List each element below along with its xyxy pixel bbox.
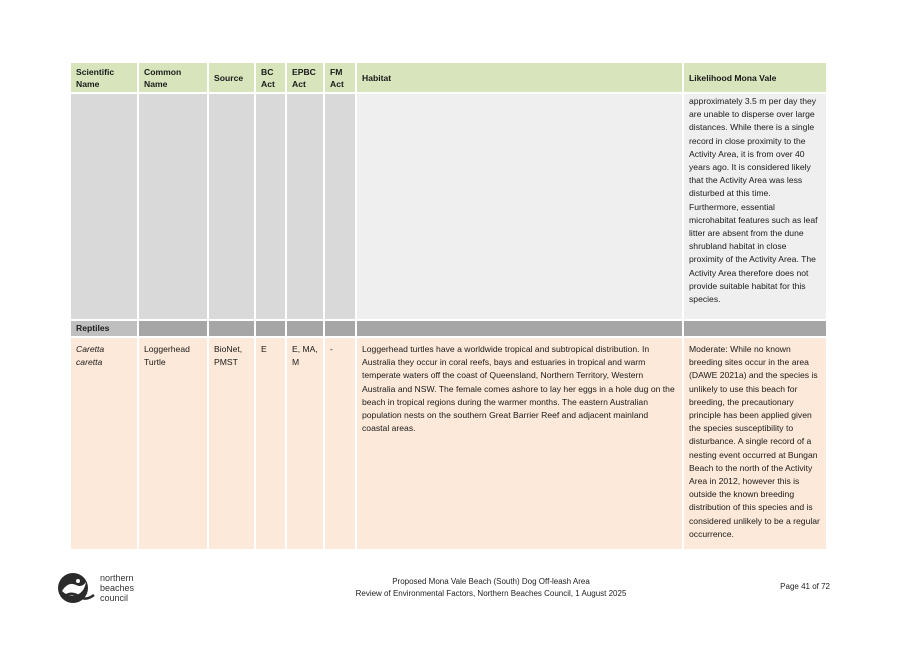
- table-cell: [209, 94, 256, 319]
- page-number: Page 41 of 72: [780, 582, 830, 591]
- source-cell: BioNet, PMST: [209, 338, 256, 549]
- header-epbc-act: EPBC Act: [287, 63, 325, 92]
- table-cell: [287, 94, 325, 319]
- header-likelihood: Likelihood Mona Vale: [684, 63, 826, 92]
- header-scientific-name: Scientific Name: [71, 63, 139, 92]
- likelihood-cell: Moderate: While no known breeding sites occur in the area (DAWE 2021a) and the species is unlikely to use this beach for breeding, the precautionary principle has been applied given the species susceptibility to disturbance. A single record of a nesting event occurred at Bungan Beach to the north of the Activity Area in 2012, however this is outside the known breeding distribution of this species and is considered unlikely to be a regular occurrence.: [684, 338, 826, 549]
- header-common-name: Common Name: [139, 63, 209, 92]
- epbc-act-cell: E, MA, M: [287, 338, 325, 549]
- council-logo-icon: [56, 571, 96, 607]
- table-header-row: [71, 63, 826, 92]
- common-name-cell: Loggerhead Turtle: [139, 338, 209, 549]
- footer-title: [330, 576, 652, 600]
- habitat-cell: Loggerhead turtles have a worldwide tropical and subtropical distribution. In Australia they occur in coral reefs, bays and estuaries in tropical and warm temperate waters off the coast of Queensland, Northern Territory, Western Australia and NSW. The female comes ashore to lay her eggs in a hole dug on the beach in tropical regions during the warmer months. The eastern Australian population nests on the southern Great Barrier Reef and adjacent mainland coastal areas.: [357, 338, 684, 549]
- species-table: [71, 63, 826, 549]
- footer-title-line1: Proposed Mona Vale Beach (South) Dog Off-leash Area: [392, 577, 590, 586]
- continued-likelihood-cell: approximately 3.5 m per day they are unable to disperse over large distances. While there is a single record in close proximity to the Activity Area, it is from over 40 years ago. It is considered likely that the Activity Area was less disturbed at this time. Furthermore, essential microhabitat features such as leaf litter are absent from the dune shrubland habitat in close proximity of the Activity Area. The Activity Area therefore does not provide suitable habitat for this species.: [684, 94, 826, 319]
- header-bc-act: BC Act: [256, 63, 287, 92]
- logo-wordmark: northern beaches council: [100, 573, 135, 603]
- table-cell: [139, 94, 209, 319]
- fm-act-cell: -: [325, 338, 357, 549]
- table-row: [71, 336, 826, 549]
- header-source: Source: [209, 63, 256, 92]
- section-row-reptiles: [71, 319, 826, 336]
- table-cell: [71, 94, 139, 319]
- table-cell: [325, 94, 357, 319]
- table-cell: [357, 94, 684, 319]
- table-cell: [256, 94, 287, 319]
- header-fm-act: FM Act: [325, 63, 357, 92]
- page-footer: [0, 570, 915, 610]
- section-label: Reptiles: [71, 321, 139, 336]
- scientific-name-cell: Caretta caretta: [71, 338, 139, 549]
- footer-title-line2: Review of Environmental Factors, Northern Beaches Council, 1 August 2025: [355, 589, 627, 598]
- continued-row: [71, 92, 826, 319]
- header-habitat: Habitat: [357, 63, 684, 92]
- bc-act-cell: E: [256, 338, 287, 549]
